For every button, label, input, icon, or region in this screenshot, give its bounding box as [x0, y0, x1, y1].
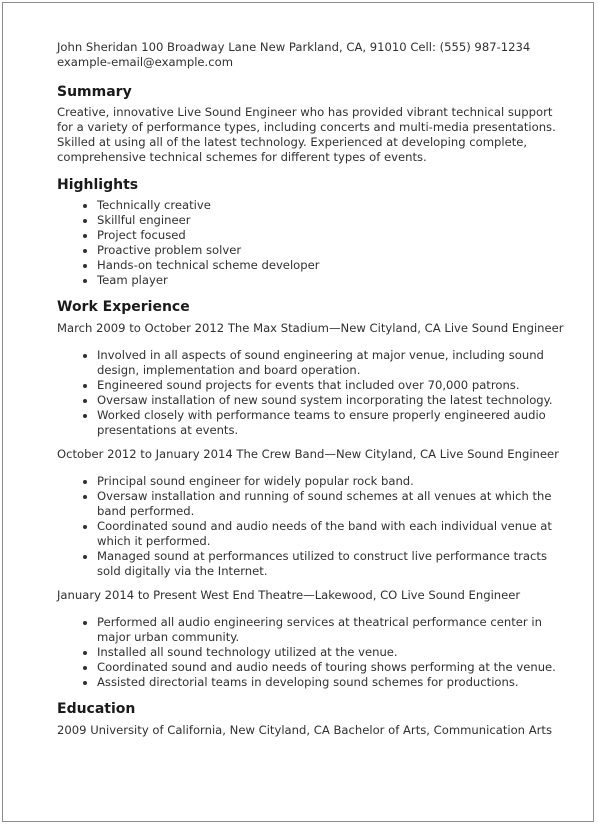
list-item: • Skillful engineer — [97, 213, 565, 228]
highlights-list — [57, 198, 565, 288]
list-item: • Coordinated sound and audio needs of the band with each individual venue at which it performed. — [97, 519, 565, 549]
list-item: • Worked closely with performance teams to ensure properly engineered audio presentations at events. — [97, 408, 565, 438]
list-item: • Engineered sound projects for events that included over 70,000 patrons. — [97, 378, 565, 393]
list-item: • Installed all sound technology utilized at the venue. — [97, 645, 565, 660]
job-header: January 2014 to Present West End Theatre—Lakewood, CO Live Sound Engineer — [57, 588, 521, 602]
contact-info: John Sheridan 100 Broadway Lane New Parkland, CA, 91010 Cell: (555) 987-1234 example-email@example.com — [57, 40, 531, 69]
list-item: • Assisted directorial teams in developing sound schemes for productions. — [97, 675, 565, 690]
education-text: 2009 University of California, New Cityland, CA Bachelor of Arts, Communication Arts — [57, 723, 552, 737]
list-item: • Team player — [97, 273, 565, 288]
list-item: • Proactive problem solver — [97, 243, 565, 258]
list-item: • Involved in all aspects of sound engineering at major venue, including sound design, implementation and board operation. — [97, 348, 565, 378]
list-item: • Oversaw installation of new sound system incorporating the latest technology. — [97, 393, 565, 408]
work-experience-heading: Work Experience — [57, 299, 190, 315]
list-item: • Managed sound at performances utilized to construct live performance tracts sold digitally via the Internet. — [97, 549, 565, 579]
list-item: • Principal sound engineer for widely popular rock band. — [97, 474, 565, 489]
list-item: • Performed all audio engineering services at theatrical performance center in major urban community. — [97, 615, 565, 645]
job-header: October 2012 to January 2014 The Crew Band—New Cityland, CA Live Sound Engineer — [57, 447, 559, 461]
list-item: • Hands-on technical scheme developer — [97, 258, 565, 273]
resume-document — [57, 40, 565, 738]
list-item: • Technically creative — [97, 198, 565, 213]
list-item: • Oversaw installation and running of sound schemes at all venues at which the band performed. — [97, 489, 565, 519]
job-bullets — [57, 348, 565, 438]
education-heading: Education — [57, 701, 136, 717]
job-bullets — [57, 615, 565, 690]
job-bullets — [57, 474, 565, 579]
highlights-heading: Highlights — [57, 177, 139, 193]
summary-heading: Summary — [57, 84, 132, 100]
job-header: March 2009 to October 2012 The Max Stadium—New Cityland, CA Live Sound Engineer — [57, 321, 564, 335]
summary-text: Creative, innovative Live Sound Engineer who has provided vibrant technical support for a variety of performance types, including concerts and multi-media presentations. Skilled at using all of the latest technology. Experienced at developing complete, comprehensive technical schemes for different types of events. — [57, 105, 556, 164]
list-item: • Coordinated sound and audio needs of touring shows performing at the venue. — [97, 660, 565, 675]
list-item: • Project focused — [97, 228, 565, 243]
